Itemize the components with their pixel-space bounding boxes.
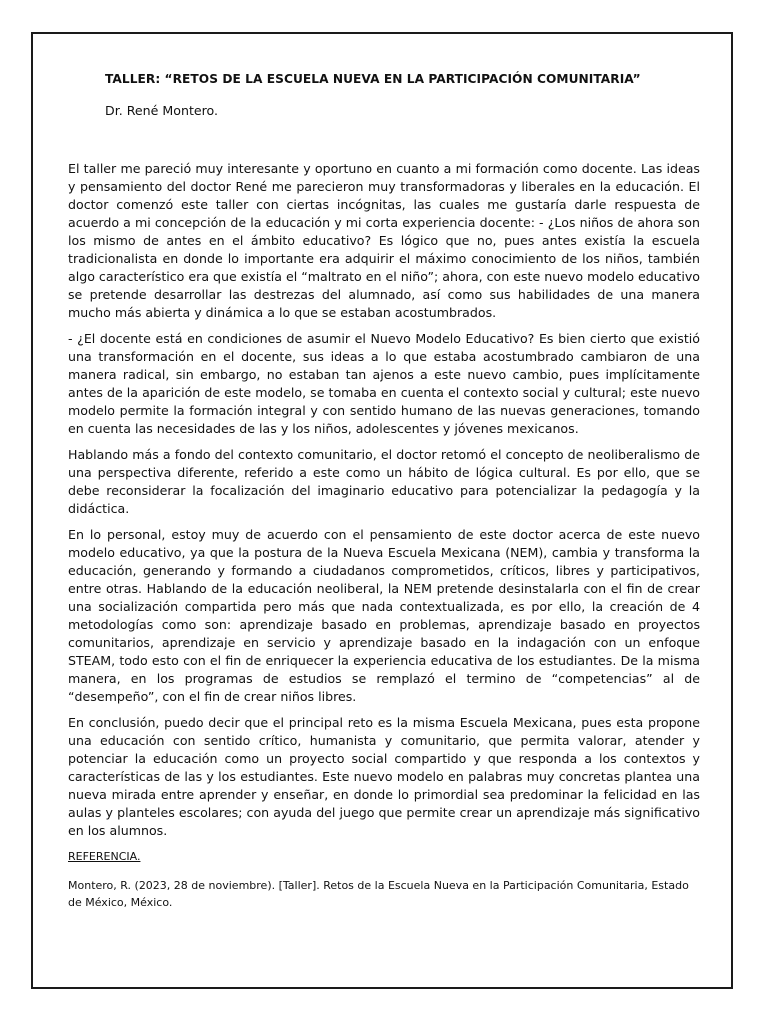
paragraph-personal-opinion: En lo personal, estoy muy de acuerdo con el pensamiento de este doctor acerca de este nuevo modelo educativo, ya que la postura de la Nueva Escuela Mexicana (NEM), cambia y transforma la educación, generando y formando a ciudadanos comprometidos, críticos, libres y participativos, entre otras. Hablando de la educación neoliberal, la NEM pretende desinstalarla con el fin de crear una socialización compartida pero más que nada contextualizada, es por ello, la creación de 4 metodologías como son: aprendizaje basado en problemas, aprendizaje basado en proyectos comunitarios, aprendizaje en servicio y aprendizaje basado en la indagación con un enfoque STEAM, todo esto con el fin de enriquecer la experiencia educativa de los estudiantes. De la misma manera, en los programas de estudios se remplazó el termino de “competencias” al de “desempeño”, con el fin de crear niños libres. — [68, 527, 700, 704]
document-title: TALLER: “RETOS DE LA ESCUELA NUEVA EN LA PARTICIPACIÓN COMUNITARIA” — [105, 72, 641, 86]
paragraph-introduction: El taller me pareció muy interesante y oportuno en cuanto a mi formación como docente. Las ideas y pensamiento del doctor René me parecieron muy transformadoras y liberales en la educación. El doctor comenzó este taller con ciertas incógnitas, las cuales me gustaría darle respuesta de acuerdo a mi concepción de la educación y mi corta experiencia docente: - ¿Los niños de ahora son los mismo de antes en el ámbito educativo? Es lógico que no, pues antes existía la escuela tradicionalista en donde lo importante era adquirir el máximo conocimiento de los niños, también algo característico era que existía el “maltrato en el niño”; ahora, con este nuevo modelo educativo se pretende desarrollar las destrezas del alumnado, así como sus habilidades de una manera mucho más abierta y dinámica a lo que se estaban acostumbrados. — [68, 161, 700, 320]
paragraph-teacher-question: - ¿El docente está en condiciones de asumir el Nuevo Modelo Educativo? Es bien cierto que existió una transformación en el docente, sus ideas a lo que estaba acostumbrado cambiaron de una manera radical, sin embargo, no estaban tan ajenos a este nuevo cambio, pues implícitamente antes de la aparición de este modelo, se tomaba en cuenta el contexto social y cultural; este nuevo modelo permite la formación integral y con sentido humano de las nuevas generaciones, tomando en cuenta las necesidades de las y los niños, adolescentes y jóvenes mexicanos. — [68, 331, 700, 436]
reference-heading: REFERENCIA. — [68, 850, 141, 863]
document-author: Dr. René Montero. — [105, 103, 219, 118]
paragraph-community-context: Hablando más a fondo del contexto comunitario, el doctor retomó el concepto de neoliberalismo de una perspectiva diferente, referido a este como un hábito de lógica cultural. Es por ello, que se debe reconsiderar la focalización del imaginario educativo para potencializar la pedagogía y la didáctica. — [68, 447, 700, 516]
document-body — [68, 160, 700, 848]
paragraph-conclusion: En conclusión, puedo decir que el principal reto es la misma Escuela Mexicana, pues esta propone una educación con sentido crítico, humanista y comunitario, que permita valorar, atender y potenciar la educación como un proyecto social compartido y que responda a los contextos y características de las y los estudiantes. Este nuevo modelo en palabras muy concretas plantea una nueva mirada entre aprender y enseñar, en donde lo primordial sea predominar la felicidad en las aulas y planteles escolares; con ayuda del juego que permite crear un aprendizaje más significativo en los alumnos. — [68, 715, 700, 838]
reference-text: Montero, R. (2023, 28 de noviembre). [Taller]. Retos de la Escuela Nueva en la Participación Comunitaria, Estado de México, México. — [68, 879, 689, 909]
